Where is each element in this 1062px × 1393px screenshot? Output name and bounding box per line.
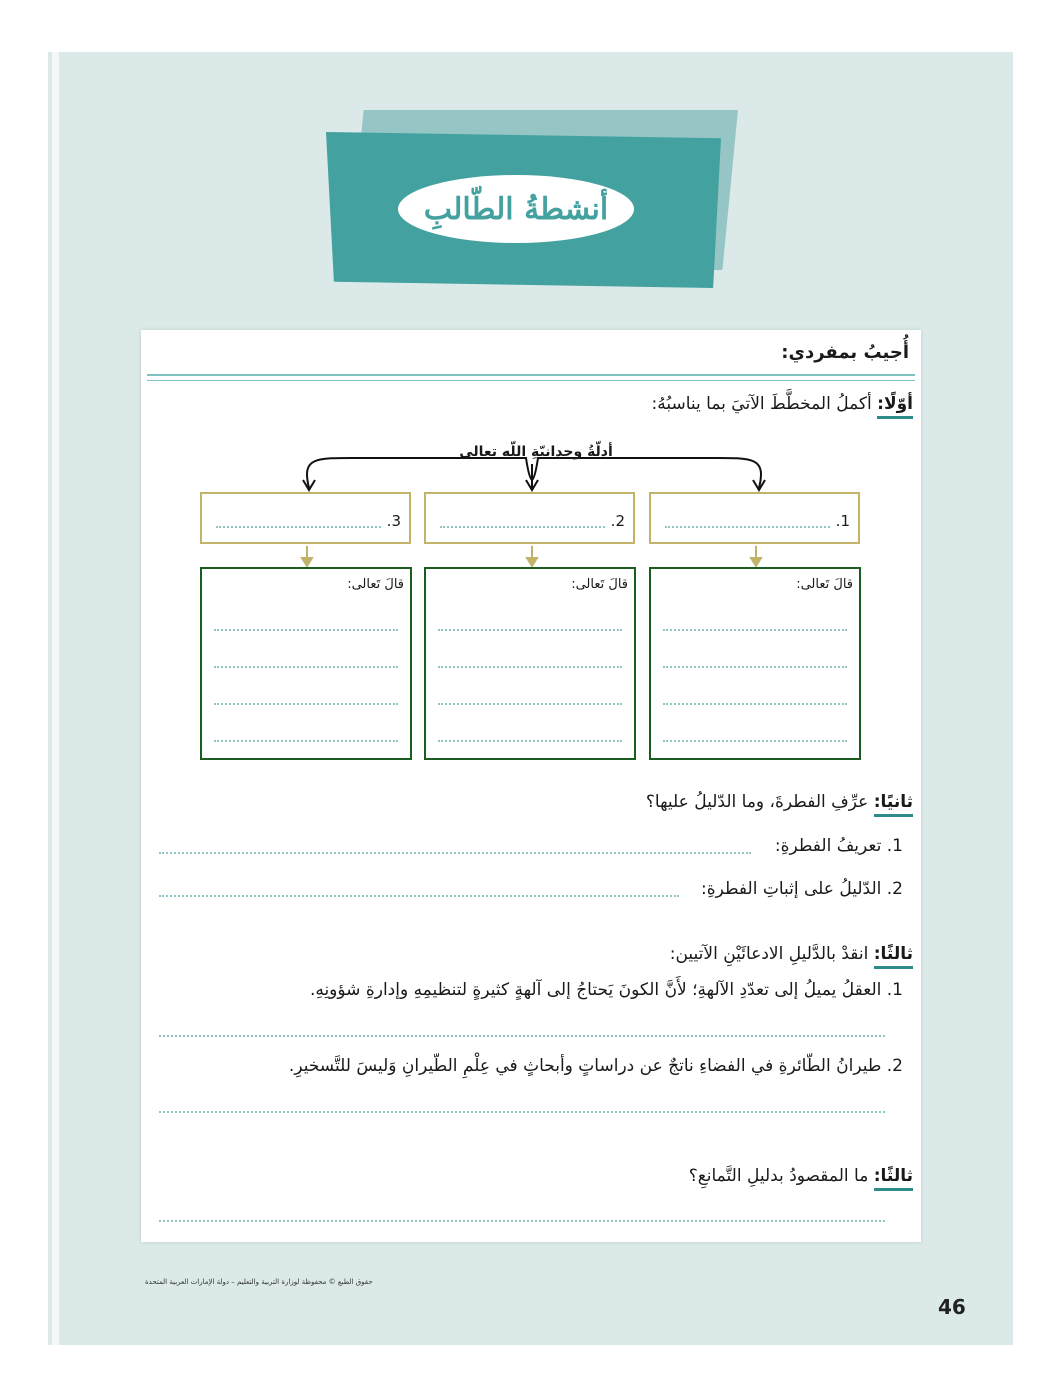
worksheet-card — [141, 330, 921, 1242]
answer-line[interactable] — [159, 1035, 885, 1037]
evidence-box-2[interactable] — [424, 492, 635, 544]
answer-line[interactable] — [438, 629, 622, 631]
answer-line[interactable] — [159, 1111, 885, 1113]
question-3-item-1: 1. العقلُ يميلُ إلى تعدّدِ الآلهةِ؛ لأَنَّ الكونَ يَحتاجُ إلى آلهةٍ كثيرةٍ لتنظيمِهِ وإدارةِ شؤونِهِ. — [309, 980, 903, 1000]
answer-line[interactable] — [159, 1220, 885, 1222]
answer-line[interactable] — [214, 740, 398, 742]
question-2-item-1: 1. تعريفُ الفطرةِ: — [774, 836, 903, 856]
evidence-box-3-number: 3. — [386, 512, 401, 530]
answer-line[interactable] — [214, 703, 398, 705]
diagram-arrows — [141, 330, 921, 590]
brace-right — [532, 458, 761, 488]
answer-line[interactable] — [214, 629, 398, 631]
question-3-text: انقدْ بالدَّليلِ الادعائَيْنِ الآتيين: — [669, 944, 874, 964]
verse-box-3-label: قالَ تَعالى: — [347, 577, 404, 592]
page-number: 46 — [938, 1295, 966, 1319]
connector-1-head — [751, 558, 761, 566]
answer-line[interactable] — [663, 703, 847, 705]
evidence-box-1[interactable] — [649, 492, 860, 544]
verse-box-1[interactable] — [649, 567, 861, 760]
verse-box-2[interactable] — [424, 567, 636, 760]
diagram-title: أدلّةُ وحدانيّةِ اللّهِ تعالى — [459, 444, 613, 460]
question-3-label: ثالثًا: — [874, 944, 913, 969]
answer-line[interactable] — [216, 526, 381, 528]
answer-line[interactable] — [438, 740, 622, 742]
answer-line[interactable] — [214, 666, 398, 668]
banner-title: أنشطةُ الطّالبِ — [423, 191, 609, 227]
question-4 — [689, 1166, 913, 1186]
evidence-box-1-number: 1. — [835, 512, 850, 530]
answer-line[interactable] — [159, 895, 679, 897]
question-2 — [646, 792, 913, 812]
evidence-box-3[interactable] — [200, 492, 411, 544]
brace-left — [307, 458, 532, 488]
section-heading: أُجيبُ بمفردي: — [781, 342, 909, 363]
question-1-text: أكملُ المخطَّطَ الآتيَ بما يناسبُهُ: — [651, 394, 878, 414]
answer-line[interactable] — [438, 666, 622, 668]
answer-line[interactable] — [440, 526, 605, 528]
answer-line[interactable] — [438, 703, 622, 705]
question-4-text: ما المقصودُ بدليلِ التَّمانعِ؟ — [688, 1166, 874, 1186]
answer-line[interactable] — [663, 629, 847, 631]
answer-line[interactable] — [159, 852, 751, 854]
question-2-label: ثانيًا: — [874, 792, 913, 817]
copyright-notice: حقوق الطبع © محفوظة لوزارة التربية والتعليم – دولة الإمارات العربية المتحدة — [145, 1278, 373, 1286]
question-2-text: عرِّفِ الفطرةَ، وما الدّليلُ عليها؟ — [645, 792, 874, 812]
question-2-item-2: 2. الدّليلُ على إثباتِ الفطرةِ: — [700, 879, 903, 899]
verse-box-1-label: قالَ تَعالى: — [796, 577, 853, 592]
question-3 — [670, 944, 913, 964]
evidence-box-2-number: 2. — [610, 512, 625, 530]
question-3-item-2: 2. طيرانُ الطّائرةِ في الفضاءِ ناتجٌ عن دراساتٍ وأبحاثٍ في عِلْمِ الطّيرانِ وَليسَ للتَّسخيرِ. — [288, 1056, 903, 1076]
question-4-label: ثالثًا: — [874, 1166, 913, 1191]
question-1-label: أوّلًا: — [877, 394, 913, 419]
verse-box-3[interactable] — [200, 567, 412, 760]
answer-line[interactable] — [665, 526, 830, 528]
answer-line[interactable] — [663, 740, 847, 742]
page-edge — [52, 52, 59, 1345]
verse-box-2-label: قالَ تَعالى: — [571, 577, 628, 592]
connector-2-head — [527, 558, 537, 566]
connector-3-head — [302, 558, 312, 566]
answer-line[interactable] — [663, 666, 847, 668]
banner-title-frame — [398, 175, 634, 243]
